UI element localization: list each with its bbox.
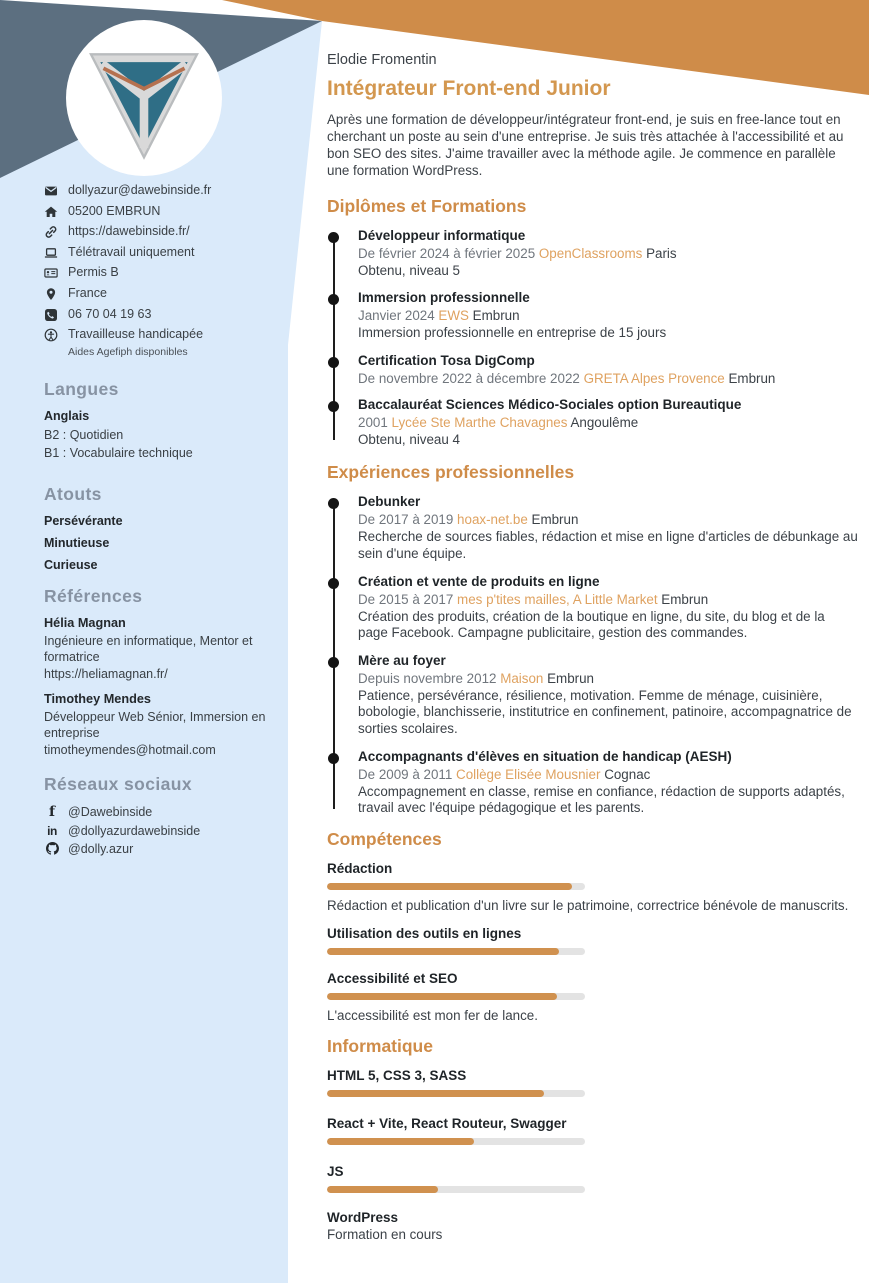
timeline-dot [328, 753, 339, 764]
experience-place: Embrun [531, 512, 579, 528]
informatique-heading: Informatique [327, 1035, 433, 1056]
contact-row-permit [44, 265, 272, 281]
contact-disability: Travailleuse handicapée [68, 327, 204, 342]
skill-bar [327, 883, 585, 890]
diploma-place: Embrun [472, 308, 520, 324]
diploma-date: Janvier 2024 [358, 308, 435, 324]
contact-phone[interactable]: 06 70 04 19 63 [68, 306, 152, 321]
atouts-heading: Atouts [44, 483, 102, 504]
contact-row-disability [44, 327, 272, 343]
skill-label: Utilisation des outils en lignes [327, 925, 522, 941]
experience-org-link[interactable]: mes p'tites mailles, A Little Market [457, 591, 658, 607]
competences-heading: Compétences [327, 828, 442, 849]
skill-item [327, 1210, 853, 1242]
diploma-note: Obtenu, niveau 5 [358, 262, 460, 278]
reference-name: Timothey Mendes [44, 691, 151, 706]
diplomes-timeline [327, 228, 853, 449]
skill-bar [327, 948, 585, 955]
skill-item [327, 971, 853, 1023]
social-row [44, 842, 272, 856]
profile-summary: Après une formation de développeur/intégrateur front-end, je suis en free-lance tout en cherchant un poste au sein d'une entreprise. Je suis très attachée à l'accessibilité et au bon SEO des sites. J'aime travailler avec la méthode agile. Je commence en parallèle une formation WordPress. [327, 112, 844, 178]
atout-item: Persévérante [44, 513, 123, 528]
experience-desc: Patience, persévérance, résilience, motivation. Femme de ménage, cuisinière, bobologie, blanchisserie, institutrice en confinement, patinoire, accompagnatrice de sorties scolaires. [358, 687, 852, 737]
diploma-note: Immersion professionnelle en entreprise de 15 jours [358, 325, 667, 341]
contact-row-remote [44, 245, 272, 261]
experience-desc: Recherche de sources fiables, rédaction et mise en ligne d'articles de débunkage au sein d'une équipe. [358, 529, 858, 561]
contact-row-email [44, 183, 272, 199]
experience-date: Depuis novembre 2012 [358, 670, 497, 686]
github-handle[interactable]: @dolly.azur [68, 841, 134, 856]
section-reseaux [44, 774, 272, 856]
experience-item [327, 749, 853, 817]
skill-item [327, 1068, 853, 1097]
contact-row-phone [44, 307, 272, 323]
diploma-item [327, 397, 853, 449]
diploma-item [327, 290, 853, 342]
skill-label: React + Vite, React Routeur, Swagger [327, 1115, 567, 1131]
timeline-dot [328, 232, 339, 243]
laptop-icon [44, 246, 59, 261]
skill-bar [327, 1138, 585, 1145]
main-content [288, 0, 869, 1255]
experience-item [327, 653, 853, 738]
skill-bar-fill [327, 948, 559, 955]
skill-bar-fill [327, 1138, 474, 1145]
diploma-org-link[interactable]: EWS [438, 308, 469, 324]
contact-row-country [44, 286, 272, 302]
atout-item: Curieuse [44, 557, 98, 572]
experiences-timeline [327, 494, 858, 816]
diploma-item [327, 353, 853, 386]
experience-org-link[interactable]: Collège Elisée Mousnier [456, 766, 601, 782]
section-atouts [44, 484, 272, 572]
skill-bar-fill [327, 1186, 438, 1193]
skill-note: L'accessibilité est mon fer de lance. [327, 1007, 538, 1023]
timeline-dot [328, 294, 339, 305]
diploma-note: Obtenu, niveau 4 [358, 431, 460, 447]
timeline-dot [328, 401, 339, 412]
skill-item [327, 926, 853, 955]
github-icon [44, 842, 60, 855]
skill-bar [327, 1090, 585, 1097]
reference-role: Développeur Web Sénior, Immersion en entreprise [44, 709, 266, 740]
skill-bar-fill [327, 993, 557, 1000]
diploma-date: De février 2024 à février 2025 [358, 245, 536, 261]
timeline-dot [328, 578, 339, 589]
contact-row-website [44, 224, 272, 240]
experience-title: Mère au foyer [358, 652, 446, 668]
experience-date: De 2009 à 2011 [358, 766, 453, 782]
facebook-handle[interactable]: @Dawebinside [68, 804, 153, 819]
skill-bar-fill [327, 1090, 544, 1097]
skill-label: WordPress [327, 1209, 399, 1225]
reference-item [44, 616, 272, 683]
envelope-icon [44, 184, 59, 199]
experience-desc: Accompagnement en classe, remise en confiance, rédaction de supports adaptés, travail avec l'équipe pédagogique et les parents. [358, 783, 845, 816]
diploma-item [327, 228, 853, 280]
skill-bar [327, 1186, 585, 1193]
diploma-title: Certification Tosa DigComp [358, 352, 535, 368]
timeline-dot [328, 657, 339, 668]
diploma-date: 2001 [358, 414, 388, 430]
contact-disability-note: Aides Agefiph disponibles [68, 345, 188, 358]
skill-label: Accessibilité et SEO [327, 970, 458, 986]
social-row [44, 824, 272, 838]
link-icon [44, 225, 59, 240]
experience-place: Embrun [661, 591, 709, 607]
diplomes-heading: Diplômes et Formations [327, 195, 527, 216]
id-card-icon [44, 266, 59, 281]
atout-item: Minutieuse [44, 535, 110, 550]
diploma-date: De novembre 2022 à décembre 2022 [358, 370, 580, 386]
diploma-place: Paris [646, 245, 677, 261]
logo-icon [66, 20, 222, 176]
phone-icon [44, 308, 59, 323]
diploma-place: Embrun [728, 370, 776, 386]
contact-permit: Permis B [68, 265, 119, 280]
experience-item [327, 494, 858, 562]
person-name: Elodie Fromentin [327, 52, 437, 68]
experience-desc: Création des produits, création de la boutique en ligne, du site, du blog et de la page Facebook. Campagne publicitaire, gestion des commandes. [358, 608, 825, 641]
experience-org-link[interactable]: Maison [500, 670, 544, 686]
linkedin-handle[interactable]: @dollyazurdawebinside [68, 823, 201, 838]
language-level: B1 : Vocabulaire technique [44, 445, 193, 460]
experience-date: De 2017 à 2019 [358, 512, 454, 528]
sidebar [0, 0, 288, 1283]
reference-link[interactable]: https://heliamagnan.fr/ [44, 666, 168, 681]
experience-place: Embrun [547, 670, 594, 686]
diploma-title: Immersion professionnelle [358, 290, 530, 306]
diploma-org-link[interactable]: OpenClassrooms [538, 245, 643, 261]
skill-label: HTML 5, CSS 3, SASS [327, 1067, 467, 1083]
experience-title: Accompagnants d'élèves en situation de handicap (AESH) [358, 748, 732, 764]
experience-title: Création et vente de produits en ligne [358, 573, 600, 589]
reference-item [44, 692, 272, 759]
experience-item [327, 574, 853, 642]
experience-place: Cognac [604, 766, 651, 782]
skill-label: JS [327, 1163, 344, 1179]
section-references [44, 586, 272, 759]
skill-label: Rédaction [327, 860, 393, 876]
social-row [44, 804, 272, 820]
contact-email[interactable]: dollyazur@dawebinside.fr [68, 183, 212, 197]
skill-bar [327, 993, 585, 1000]
timeline-dot [328, 498, 339, 509]
reference-role: Ingénieure en informatique, Mentor et formatrice [44, 633, 253, 664]
diploma-title: Développeur informatique [358, 227, 526, 243]
reference-name: Hélia Magnan [44, 615, 126, 630]
map-marker-icon [44, 287, 59, 302]
facebook-icon: f [48, 803, 56, 820]
skill-note: Formation en cours [327, 1226, 443, 1242]
diploma-org-link[interactable]: Lycée Ste Marthe Chavagnes [391, 414, 568, 430]
skill-item [327, 1164, 853, 1193]
skill-bar-fill [327, 883, 572, 890]
language-name: Anglais [44, 408, 90, 423]
skill-item [327, 1116, 853, 1145]
linkedin-icon: in [47, 823, 57, 838]
reference-link[interactable]: timotheymendes@hotmail.com [44, 742, 216, 757]
accessibility-icon [44, 328, 59, 343]
skill-note: Rédaction et publication d'un livre sur le patrimoine, correctrice bénévole de manuscrits. [327, 897, 849, 913]
experience-title: Debunker [358, 494, 421, 510]
experience-org-link[interactable]: hoax-net.be [457, 512, 528, 528]
logo [66, 20, 222, 176]
contact-row-address [44, 204, 272, 220]
section-langues [44, 379, 272, 462]
langues-heading: Langues [44, 378, 119, 399]
contact-address: 05200 EMBRUN [68, 203, 161, 218]
diploma-place: Angoulême [570, 414, 639, 430]
experiences-heading: Expériences professionnelles [327, 462, 575, 483]
home-icon [44, 205, 59, 220]
job-title: Intégrateur Front-end Junior [327, 77, 611, 100]
diploma-title: Baccalauréat Sciences Médico-Sociales option Bureautique [358, 396, 742, 412]
contact-website[interactable]: https://dawebinside.fr/ [68, 224, 190, 239]
language-level: B2 : Quotidien [44, 427, 124, 442]
diploma-org-link[interactable]: GRETA Alpes Provence [583, 370, 725, 386]
skill-item [327, 861, 853, 913]
experience-date: De 2015 à 2017 [358, 591, 454, 607]
contact-remote: Télétravail uniquement [68, 244, 195, 259]
reseaux-heading: Réseaux sociaux [44, 773, 193, 794]
contact-country: France [68, 285, 107, 300]
timeline-dot [328, 357, 339, 368]
references-heading: Références [44, 585, 143, 606]
